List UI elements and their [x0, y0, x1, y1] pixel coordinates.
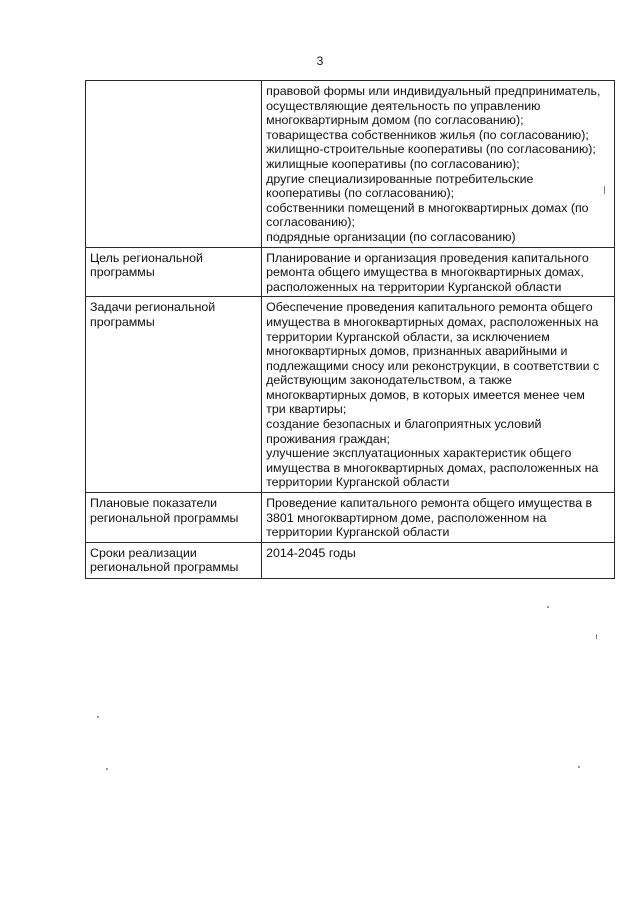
value-line: имущества в многоквартирных домах, расположенных на	[266, 460, 599, 475]
scan-speck	[547, 606, 549, 608]
value-line: ремонта общего имущества в многоквартирных домах,	[266, 265, 584, 280]
value-line: территории Курганской области	[266, 475, 450, 490]
value-line: 2014-2045 годы	[266, 545, 356, 560]
value-line: территории Курганской области	[266, 525, 450, 540]
page-number: 3	[316, 54, 324, 68]
value-line: улучшение эксплуатационных характеристик общего	[266, 446, 572, 461]
scan-speck	[97, 716, 99, 718]
scan-speck	[578, 766, 580, 768]
value-line: осуществляющие деятельность по управлению	[266, 98, 541, 113]
row-value	[262, 297, 615, 493]
row-label: Цель региональной программы	[86, 247, 262, 297]
table-row-timeline	[86, 542, 615, 578]
table-row-indicators	[86, 493, 615, 543]
value-line: территории Курганской области, за исключением	[266, 329, 550, 344]
value-line: согласованию);	[266, 215, 355, 230]
value-line: проживания граждан;	[266, 431, 390, 446]
value-line: другие специализированные потребительские	[266, 171, 534, 186]
value-line: собственники помещений в многоквартирных домах (по	[266, 200, 589, 215]
value-line: кооперативы (по согласованию);	[266, 186, 455, 201]
row-value	[262, 247, 615, 297]
value-line: три квартиры;	[266, 402, 347, 417]
value-line: подлежащими сносу или реконструкции, в соответствии с	[266, 358, 600, 373]
value-line: расположенных на территории Курганской области	[266, 279, 562, 294]
program-passport-table	[85, 80, 615, 579]
row-value	[262, 493, 615, 543]
value-line: жилищные кооперативы (по согласованию);	[266, 156, 520, 171]
value-line: жилищно-строительные кооперативы (по согласованию);	[266, 142, 596, 157]
row-value	[262, 81, 615, 248]
row-label	[86, 81, 262, 248]
table-row-tasks	[86, 297, 615, 493]
value-line: Планирование и организация проведения капитального	[266, 250, 589, 265]
row-label: Плановые показатели региональной программы	[86, 493, 262, 543]
row-label: Задачи региональной программы	[86, 297, 262, 493]
row-label: Сроки реализации региональной программы	[86, 542, 262, 578]
value-line: правовой формы или индивидуальный предприниматель,	[266, 84, 601, 98]
row-value	[262, 542, 615, 578]
table-row-goal	[86, 247, 615, 297]
value-line: многоквартирных домов, в которых имеется менее чем	[266, 387, 585, 402]
value-line: создание безопасных и благоприятных условий	[266, 417, 542, 432]
scan-speck	[106, 768, 108, 770]
value-line: многоквартирных домов, признанных аварийными и	[266, 344, 568, 359]
value-line: Проведение капитального ремонта общего имущества в	[266, 496, 593, 511]
value-line: 3801 многоквартирном доме, расположенном на	[266, 510, 547, 525]
table-row-participants	[86, 81, 615, 248]
value-line: подрядные организации (по согласованию)	[266, 229, 516, 244]
value-line: товарищества собственников жилья (по согласованию);	[266, 127, 589, 142]
scan-speck	[604, 186, 605, 194]
value-line: имущества в многоквартирных домах, расположенных на	[266, 314, 599, 329]
value-line: многоквартирным домом (по согласованию);	[266, 113, 524, 128]
value-line: Обеспечение проведения капитального ремонта общего	[266, 300, 593, 315]
value-line: действующим законодательством, а также	[266, 373, 512, 388]
scan-speck	[596, 634, 597, 639]
